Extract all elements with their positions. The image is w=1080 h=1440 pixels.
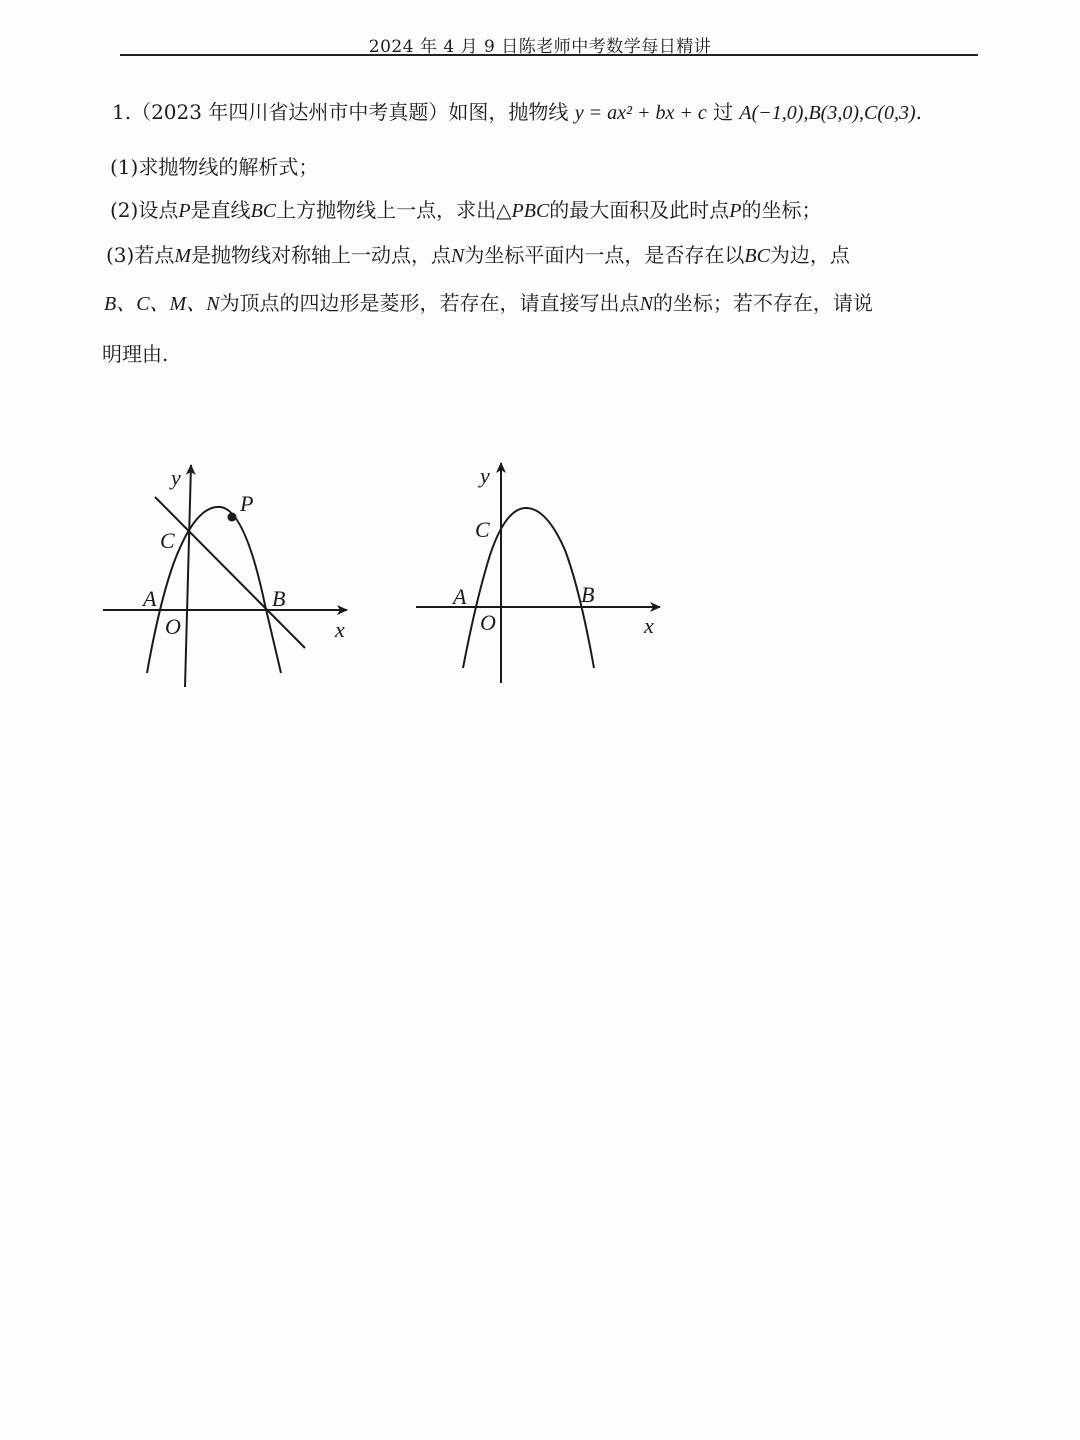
part-3-text-b: 是抛物线对称轴上一动点，点 <box>191 243 452 267</box>
problem-line-1 <box>112 100 922 125</box>
header-divider <box>120 54 978 56</box>
point-m-ref: M <box>174 245 192 267</box>
part-3-line-2 <box>104 291 873 316</box>
point-a-label: A <box>143 586 157 611</box>
point-p-label: P <box>240 491 254 516</box>
part-3-text-f: 的坐标；若不存在，请说 <box>652 291 873 315</box>
triangle-pbc-ref: △PBC <box>496 200 550 222</box>
point-b-label: B <box>272 586 286 611</box>
point-p-ref: P <box>178 200 191 222</box>
point-n-ref: N <box>451 245 465 267</box>
problem-period: . <box>915 100 923 124</box>
point-p-ref-2: P <box>729 200 742 222</box>
point-b-label: B <box>581 582 595 607</box>
part-3-line-3: 明理由. <box>102 342 169 366</box>
point-c-label: C <box>475 517 490 542</box>
point-a-label: A <box>453 584 467 609</box>
y-axis <box>185 465 191 687</box>
given-points: A(−1,0),B(3,0),C(0,3) <box>739 102 916 124</box>
problem-connector: 过 <box>713 100 734 124</box>
part-2 <box>110 198 822 223</box>
part-3-text-a: (3)若点 <box>106 243 175 267</box>
vertex-list: B、C、M、N <box>104 293 220 315</box>
y-axis-label: y <box>171 465 181 490</box>
parabola-equation: y = ax² + bx + c <box>574 102 707 124</box>
page-header: 2024 年 4 月 9 日陈老师中考数学每日精讲 <box>368 37 712 57</box>
origin-label: O <box>165 614 181 639</box>
part-3-text-d: 为边，点 <box>769 243 850 267</box>
part-3-text-c: 为坐标平面内一点，是否存在以 <box>464 243 745 267</box>
point-p-marker <box>228 513 237 522</box>
part-2-text-b: 是直线 <box>190 198 251 222</box>
problem-intro: 1.（2023 年四川省达州市中考真题）如图，抛物线 <box>112 100 569 124</box>
part-2-text-e: 的坐标； <box>741 198 822 222</box>
part-3-text-e: 为顶点的四边形是菱形，若存在，请直接写出点 <box>219 291 640 315</box>
x-axis-label: x <box>335 617 345 642</box>
part-1: (1)求抛物线的解析式； <box>110 155 319 179</box>
part-2-text-a: (2)设点 <box>110 198 179 222</box>
part-2-text-d: 的最大面积及此时点 <box>549 198 730 222</box>
point-n-ref-2: N <box>639 293 653 315</box>
side-bc-ref: BC <box>744 245 770 267</box>
line-bc-ref: BC <box>250 200 277 222</box>
figure-2-graph <box>410 455 680 695</box>
figure-1-graph <box>95 455 365 695</box>
origin-label: O <box>480 610 496 635</box>
part-3-line-1 <box>106 243 850 268</box>
y-axis-label: y <box>480 463 490 488</box>
part-2-text-c: 上方抛物线上一点，求出 <box>276 198 497 222</box>
x-axis-label: x <box>644 613 654 638</box>
point-c-label: C <box>160 528 175 553</box>
